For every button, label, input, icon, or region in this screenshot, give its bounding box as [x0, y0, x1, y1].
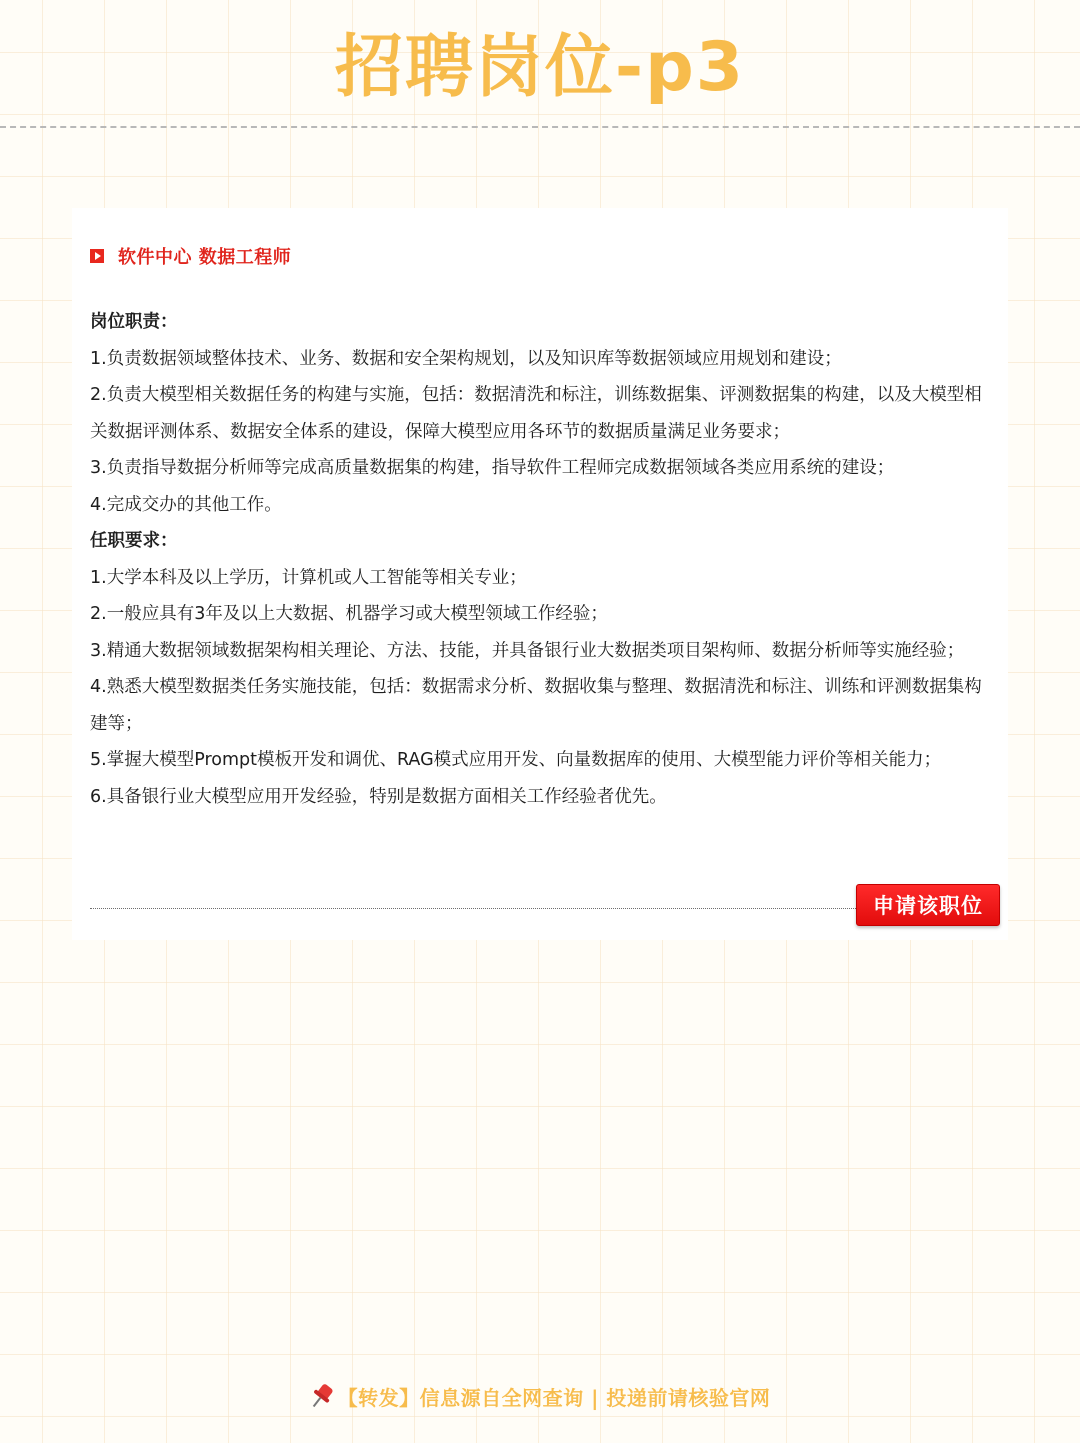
footer-note — [0, 1382, 1080, 1411]
requirement-item: 6.具备银行业大模型应用开发经验，特别是数据方面相关工作经验者优先。 — [90, 786, 667, 807]
play-bullet-icon — [90, 249, 104, 263]
requirement-item: 4.熟悉大模型数据类任务实施技能，包括：数据需求分析、数据收集与整理、数据清洗和标注、训练和评测数据集构建等； — [90, 677, 982, 734]
requirement-item: 5.掌握大模型Prompt模板开发和调优、RAG模式应用开发、向量数据库的使用、大模型能力评价等相关能力； — [90, 750, 942, 770]
requirement-item: 1.大学本科及以上学历，计算机或人工智能等相关专业； — [90, 567, 527, 588]
requirements-heading: 任职要求： — [90, 531, 178, 551]
pushpin-icon — [304, 1379, 337, 1413]
responsibility-item: 1.负责数据领域整体技术、业务、数据和安全架构规划，以及知识库等数据领域应用规划和建设； — [90, 348, 842, 369]
requirement-item: 3.精通大数据领域数据架构相关理论、方法、技能，并具备银行业大数据类项目架构师、数据分析师等实施经验； — [90, 640, 965, 661]
page-title: 招聘岗位-p3 — [334, 28, 746, 107]
footer-text: 【转发】信息源自全网查询 | 投递前请核验官网 — [337, 1386, 771, 1410]
responsibility-item: 3.负责指导数据分析师等完成高质量数据集的构建，指导软件工程师完成数据领域各类应用系统的建设； — [90, 458, 895, 478]
job-title: 软件中心 数据工程师 — [118, 247, 292, 268]
responsibility-item: 2.负责大模型相关数据任务的构建与实施，包括：数据清洗和标注，训练数据集、评测数据集的构建，以及大模型相关数据评测体系、数据安全体系的建设，保障大模型应用各环节的数据质量满足业务要求； — [90, 385, 982, 442]
apply-divider — [90, 908, 858, 909]
requirement-item: 2.一般应具有3年及以上大数据、机器学习或大模型领域工作经验； — [90, 604, 608, 624]
responsibility-item: 4.完成交办的其他工作。 — [90, 494, 282, 515]
job-description — [90, 304, 995, 815]
apply-button[interactable]: 申请该职位 — [856, 884, 1000, 926]
responsibilities-heading: 岗位职责： — [90, 312, 178, 332]
title-divider — [0, 126, 1080, 128]
job-title-row — [90, 242, 291, 270]
